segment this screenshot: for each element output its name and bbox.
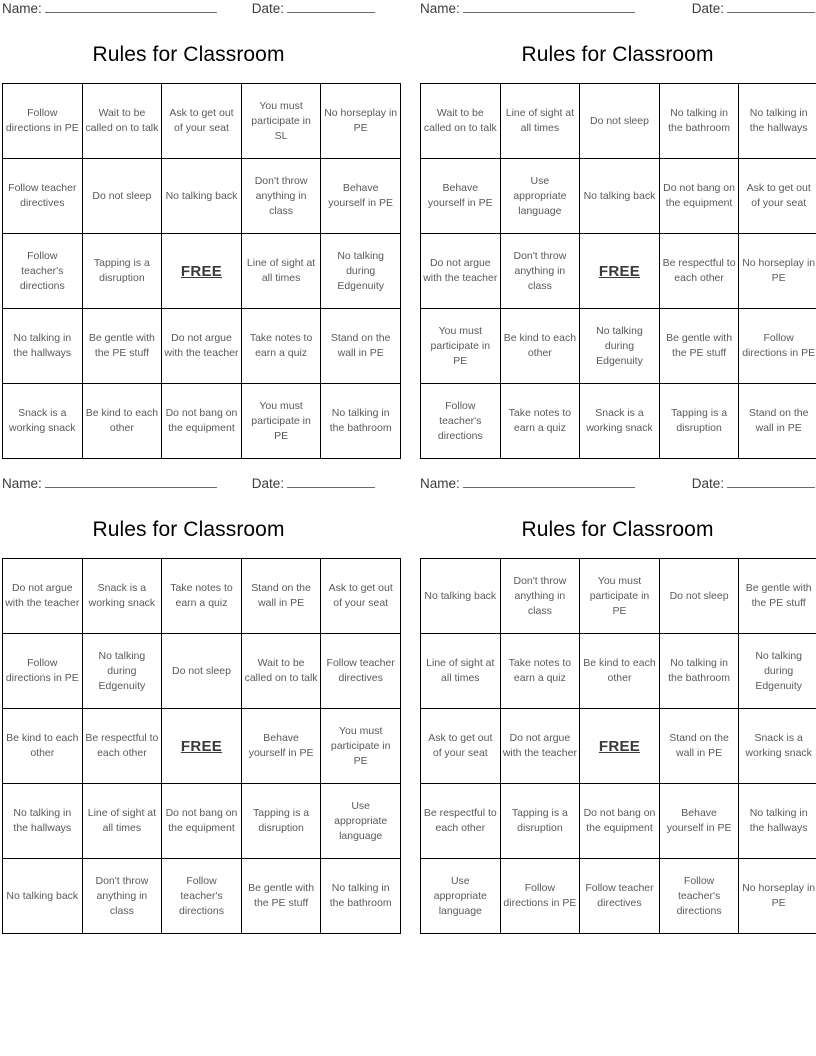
bingo-cell[interactable]: Take notes to earn a quiz <box>500 384 580 459</box>
bingo-row <box>421 309 816 384</box>
bingo-cell[interactable]: Wait to be called on to talk <box>241 634 321 709</box>
bingo-cell[interactable]: No horseplay in PE <box>739 859 816 934</box>
bingo-row <box>3 784 401 859</box>
bingo-row <box>421 234 816 309</box>
bingo-cell[interactable]: Snack is a working snack <box>580 384 660 459</box>
bingo-cell[interactable]: Do not argue with the teacher <box>421 234 501 309</box>
date-write-in-line[interactable] <box>287 475 375 488</box>
bingo-cell[interactable]: Don't throw anything in class <box>500 559 580 634</box>
card-title: Rules for Classroom <box>92 518 285 541</box>
bingo-cell[interactable]: Line of sight at all times <box>241 234 321 309</box>
bingo-cell[interactable]: Behave yourself in PE <box>659 784 739 859</box>
bingo-row <box>421 634 816 709</box>
bingo-cell[interactable]: No talking in the hallways <box>739 84 816 159</box>
bingo-cell[interactable]: Tapping is a disruption <box>82 234 162 309</box>
bingo-free-cell[interactable] <box>162 234 242 309</box>
date-write-in-line[interactable] <box>727 0 815 13</box>
bingo-cell[interactable]: Wait to be called on to talk <box>82 84 162 159</box>
bingo-grid-3 <box>2 558 401 934</box>
bingo-row <box>421 84 816 159</box>
bingo-cell[interactable]: Behave yourself in PE <box>321 159 401 234</box>
bingo-cell[interactable]: Stand on the wall in PE <box>241 559 321 634</box>
date-write-in-line[interactable] <box>287 0 375 13</box>
bingo-cell[interactable]: Be gentle with the PE stuff <box>82 309 162 384</box>
bingo-card-2 <box>408 0 816 459</box>
bingo-cell[interactable]: You must participate in PE <box>421 309 501 384</box>
bingo-cell[interactable]: Be gentle with the PE stuff <box>659 309 739 384</box>
bingo-cell[interactable]: Follow teacher's directions <box>162 859 242 934</box>
bingo-cell[interactable]: Ask to get out of your seat <box>739 159 816 234</box>
bingo-row <box>3 709 401 784</box>
meta-row <box>2 475 375 497</box>
date-label: Date: <box>251 476 284 491</box>
bingo-cell[interactable]: Do not bang on the equipment <box>659 159 739 234</box>
bingo-cell[interactable]: Behave yourself in PE <box>421 159 501 234</box>
name-label: Name: <box>420 1 460 16</box>
bingo-cell[interactable]: Take notes to earn a quiz <box>162 559 242 634</box>
name-write-in-line[interactable] <box>463 0 635 13</box>
bingo-cell[interactable]: Use appropriate language <box>500 159 580 234</box>
name-label: Name: <box>420 476 460 491</box>
bingo-row <box>3 559 401 634</box>
bingo-cell[interactable]: You must participate in PE <box>580 559 660 634</box>
bingo-row <box>421 384 816 459</box>
bingo-free-cell[interactable] <box>580 709 660 784</box>
card-title: Rules for Classroom <box>521 43 714 66</box>
bingo-cell[interactable]: No talking during Edgenuity <box>82 634 162 709</box>
bingo-cell[interactable]: Follow teacher's directions <box>659 859 739 934</box>
date-label: Date: <box>691 476 724 491</box>
bingo-cell[interactable]: Be respectful to each other <box>421 784 501 859</box>
bingo-cell[interactable]: Do not bang on the equipment <box>580 784 660 859</box>
meta-row <box>2 0 375 22</box>
bingo-cell[interactable]: Be kind to each other <box>3 709 83 784</box>
bingo-cell[interactable]: Be respectful to each other <box>659 234 739 309</box>
bingo-cell[interactable]: No talking in the hallways <box>739 784 816 859</box>
bingo-cell[interactable]: Do not argue with the teacher <box>500 709 580 784</box>
bingo-card-3 <box>0 475 408 934</box>
bingo-row <box>3 309 401 384</box>
bingo-cell[interactable]: Snack is a working snack <box>739 709 816 784</box>
bingo-cell[interactable]: You must participate in PE <box>241 384 321 459</box>
bingo-cell[interactable]: Snack is a working snack <box>82 559 162 634</box>
bingo-cell[interactable]: Be kind to each other <box>82 384 162 459</box>
bingo-cell[interactable]: No talking in the hallways <box>3 784 83 859</box>
bingo-row <box>3 159 401 234</box>
date-write-in-line[interactable] <box>727 475 815 488</box>
free-label: FREE <box>598 737 641 755</box>
bingo-cell[interactable]: Follow directions in PE <box>3 634 83 709</box>
bingo-cell[interactable]: Be gentle with the PE stuff <box>739 559 816 634</box>
bingo-cell[interactable]: Do not argue with the teacher <box>3 559 83 634</box>
bingo-cell[interactable]: Be gentle with the PE stuff <box>241 859 321 934</box>
bingo-card-1 <box>0 0 408 459</box>
bingo-row <box>421 559 816 634</box>
bingo-cell[interactable]: Don't throw anything in class <box>241 159 321 234</box>
bingo-cell[interactable]: No talking in the hallways <box>3 309 83 384</box>
card-title: Rules for Classroom <box>92 43 285 66</box>
bingo-cell[interactable]: Line of sight at all times <box>82 784 162 859</box>
bingo-cell[interactable]: Wait to be called on to talk <box>421 84 501 159</box>
bingo-cell[interactable]: Follow teacher directives <box>3 159 83 234</box>
bingo-cell[interactable]: Follow teacher's directions <box>3 234 83 309</box>
meta-row <box>420 0 815 22</box>
bingo-free-cell[interactable] <box>580 234 660 309</box>
bingo-grid-1 <box>2 83 401 459</box>
bingo-cell[interactable]: Follow teacher directives <box>321 634 401 709</box>
bingo-cell[interactable]: Ask to get out of your seat <box>162 84 242 159</box>
bingo-cell[interactable]: No horseplay in PE <box>321 84 401 159</box>
bingo-cell[interactable]: Do not sleep <box>580 84 660 159</box>
bingo-row <box>3 859 401 934</box>
bingo-cell[interactable]: No talking during Edgenuity <box>321 234 401 309</box>
bingo-cell[interactable]: Follow teacher directives <box>580 859 660 934</box>
bingo-row <box>421 784 816 859</box>
bingo-cell[interactable]: Stand on the wall in PE <box>321 309 401 384</box>
bingo-cell[interactable]: Take notes to earn a quiz <box>241 309 321 384</box>
bingo-cell[interactable]: Take notes to earn a quiz <box>500 634 580 709</box>
bingo-cell[interactable]: Behave yourself in PE <box>241 709 321 784</box>
bingo-row <box>3 234 401 309</box>
name-write-in-line[interactable] <box>463 475 635 488</box>
bingo-cell[interactable]: Don't throw anything in class <box>82 859 162 934</box>
date-label: Date: <box>251 1 284 16</box>
bingo-cell[interactable]: Be respectful to each other <box>82 709 162 784</box>
bingo-cell[interactable]: Tapping is a disruption <box>659 384 739 459</box>
bingo-grid-4 <box>420 558 816 934</box>
bingo-cell[interactable]: Tapping is a disruption <box>500 784 580 859</box>
bingo-row <box>3 84 401 159</box>
name-write-in-line[interactable] <box>45 475 217 488</box>
bingo-cell[interactable]: Stand on the wall in PE <box>659 709 739 784</box>
name-write-in-line[interactable] <box>45 0 217 13</box>
bingo-cell[interactable]: Do not argue with the teacher <box>162 309 242 384</box>
bingo-cell[interactable]: Be kind to each other <box>500 309 580 384</box>
bingo-cell[interactable]: Follow directions in PE <box>500 859 580 934</box>
name-label: Name: <box>2 476 42 491</box>
name-label: Name: <box>2 1 42 16</box>
bingo-cell[interactable]: No talking back <box>3 859 83 934</box>
bingo-cell[interactable]: Do not sleep <box>659 559 739 634</box>
bingo-cell[interactable]: No talking during Edgenuity <box>739 634 816 709</box>
bingo-cell[interactable]: No talking in the bathroom <box>321 384 401 459</box>
bingo-cell[interactable]: Follow directions in PE <box>739 309 816 384</box>
bingo-card-4 <box>408 475 816 934</box>
bingo-cell[interactable]: Ask to get out of your seat <box>321 559 401 634</box>
bingo-row <box>421 709 816 784</box>
bingo-cell[interactable]: No talking back <box>580 159 660 234</box>
bingo-cell[interactable]: Follow directions in PE <box>3 84 83 159</box>
bingo-cell[interactable]: No talking in the bathroom <box>659 634 739 709</box>
bingo-cell[interactable]: Ask to get out of your seat <box>421 709 501 784</box>
bingo-cell[interactable]: Line of sight at all times <box>421 634 501 709</box>
card-set-bottom <box>0 475 816 934</box>
bingo-cell[interactable]: Use appropriate language <box>321 784 401 859</box>
bingo-row <box>3 384 401 459</box>
bingo-cell[interactable]: Snack is a working snack <box>3 384 83 459</box>
bingo-cell[interactable]: Use appropriate language <box>421 859 501 934</box>
card-title: Rules for Classroom <box>521 518 714 541</box>
free-label: FREE <box>598 262 641 280</box>
bingo-row <box>421 159 816 234</box>
bingo-cell[interactable]: No talking in the bathroom <box>659 84 739 159</box>
bingo-free-cell[interactable] <box>162 709 242 784</box>
bingo-cell[interactable]: No talking back <box>162 159 242 234</box>
date-label: Date: <box>691 1 724 16</box>
meta-row <box>420 475 815 497</box>
free-label: FREE <box>180 262 223 280</box>
bingo-cell[interactable]: Do not sleep <box>162 634 242 709</box>
bingo-cell[interactable]: No talking back <box>421 559 501 634</box>
bingo-cell[interactable]: No talking during Edgenuity <box>580 309 660 384</box>
bingo-row <box>3 634 401 709</box>
bingo-cell[interactable]: Tapping is a disruption <box>241 784 321 859</box>
bingo-cell[interactable]: Be kind to each other <box>580 634 660 709</box>
bingo-cell[interactable]: No talking in the bathroom <box>321 859 401 934</box>
bingo-cell[interactable]: Don't throw anything in class <box>500 234 580 309</box>
bingo-row <box>421 859 816 934</box>
bingo-cell[interactable]: You must participate in PE <box>321 709 401 784</box>
bingo-cell[interactable]: Stand on the wall in PE <box>739 384 816 459</box>
free-label: FREE <box>180 737 223 755</box>
bingo-cell[interactable]: Do not bang on the equipment <box>162 384 242 459</box>
bingo-cell[interactable]: Follow teacher's directions <box>421 384 501 459</box>
bingo-cell[interactable]: Do not sleep <box>82 159 162 234</box>
bingo-cell[interactable]: No horseplay in PE <box>739 234 816 309</box>
bingo-cell[interactable]: Line of sight at all times <box>500 84 580 159</box>
bingo-cell[interactable]: You must participate in SL <box>241 84 321 159</box>
bingo-grid-2 <box>420 83 816 459</box>
bingo-cell[interactable]: Do not bang on the equipment <box>162 784 242 859</box>
card-set-top <box>0 0 816 459</box>
